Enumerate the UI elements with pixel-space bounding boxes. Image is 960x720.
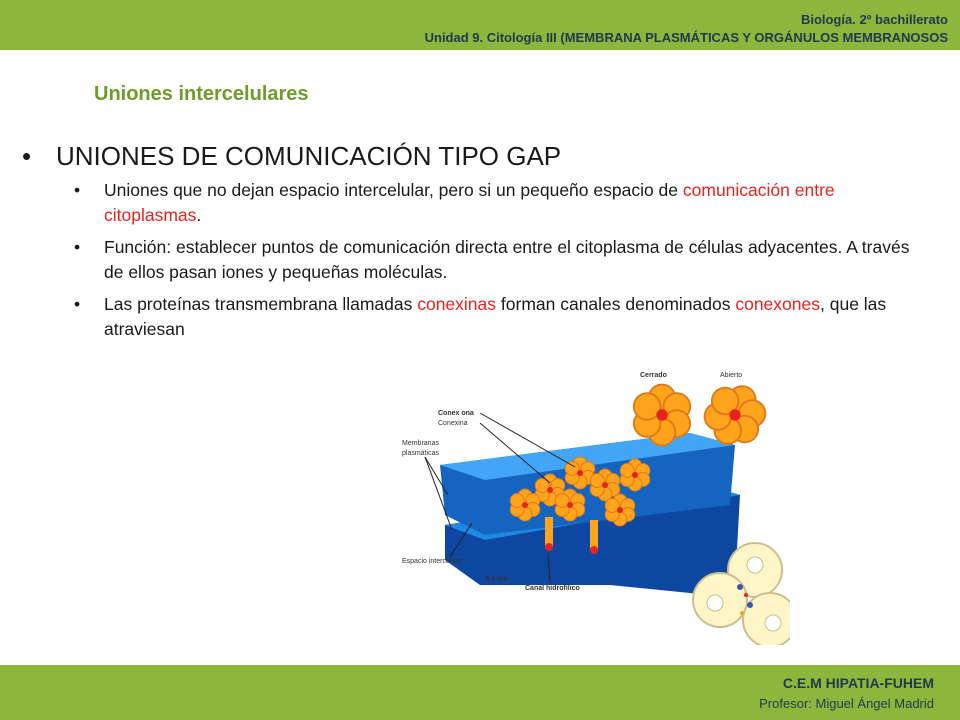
sub-bullet-2-text: Función: establecer puntos de comunicación directa entre el citoplasma de células adyacentes. A través de ellos pasan iones y pequeñas moléculas. bbox=[104, 237, 910, 282]
sub-bullet-3-text: Las proteínas transmembrana llamadas bbox=[104, 294, 418, 314]
label-channel: Canal hidrofílico bbox=[525, 585, 580, 592]
label-intercellular-space: Espacio intercelular bbox=[402, 558, 464, 565]
sub-bullet-1-highlight: comunicación entre citoplasmas bbox=[104, 180, 835, 225]
unit-label: Unidad 9. Citología III (MEMBRANA PLASMÁTICAS Y ORGÁNULOS MEMBRANOSOS bbox=[424, 30, 948, 45]
bullet-dot: • bbox=[74, 237, 81, 257]
course-label: Biología. 2º bachillerato bbox=[800, 12, 948, 27]
main-bullet bbox=[22, 141, 561, 172]
label-open: Abierto bbox=[720, 372, 743, 379]
sub-bullet-1-text: Uniones que no dejan espacio intercelular, pero si un pequeño espacio de bbox=[104, 180, 683, 200]
bullet-dot: • bbox=[22, 141, 32, 171]
label-connexon: Conex ona bbox=[438, 410, 474, 417]
sub-bullet-1-end: . bbox=[196, 205, 202, 225]
sub-bullet-3-end: , que las atraviesan bbox=[104, 294, 887, 339]
teacher-name: Profesor: Miguel Ángel Madrid bbox=[759, 696, 934, 711]
gap-junction-figure bbox=[390, 355, 790, 645]
school-name: C.E.M HIPATIA-FUHEM bbox=[782, 675, 934, 691]
bullet-dot: • bbox=[74, 180, 81, 200]
label-membranes-2: plasmáticas bbox=[402, 450, 439, 457]
footer-bar bbox=[0, 665, 960, 720]
sub-bullet-3 bbox=[74, 292, 914, 342]
bullet-dot: • bbox=[74, 294, 81, 314]
label-membranes: Membranas bbox=[402, 440, 439, 447]
sub-bullet-3-mid: forman canales denominados bbox=[496, 294, 736, 314]
sub-bullet-1 bbox=[74, 178, 914, 228]
conexones-highlight: conexones bbox=[735, 294, 820, 314]
main-bullet-text: UNIONES DE COMUNICACIÓN TIPO GAP bbox=[56, 141, 562, 171]
conexinas-highlight: conexinas bbox=[417, 294, 497, 314]
label-gap: 2-4 nm bbox=[485, 576, 508, 583]
section-title: Uniones intercelulares bbox=[94, 83, 309, 105]
label-connexin: Conexina bbox=[438, 420, 468, 427]
sub-bullet-2 bbox=[74, 235, 914, 285]
label-closed: Cerrado bbox=[640, 372, 667, 379]
